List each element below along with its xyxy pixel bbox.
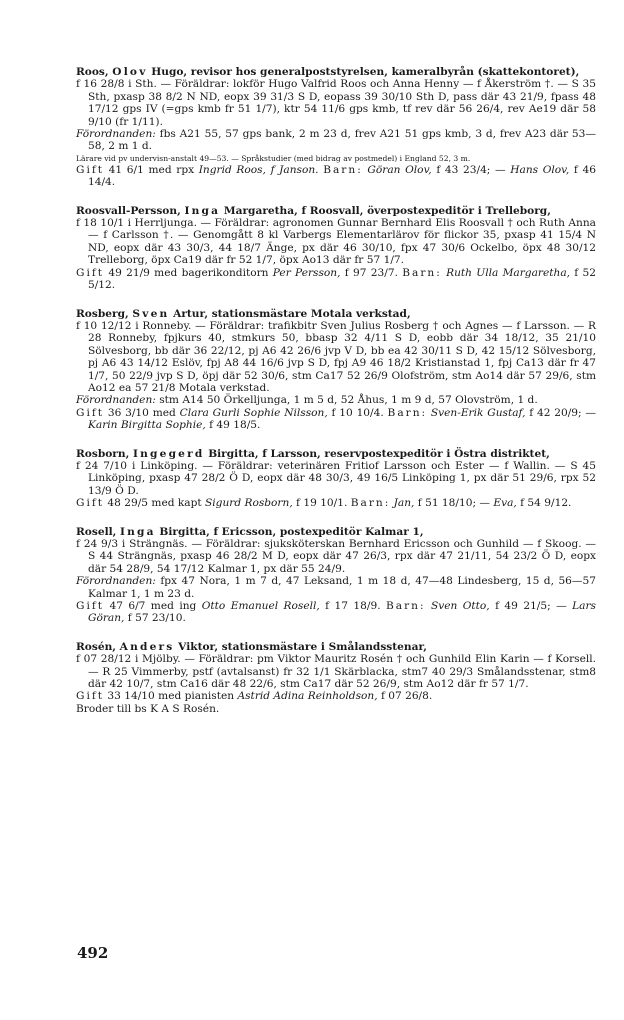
entry-heading: Rosborn, Ingegerd Birgitta, f Larsson, reservpostexpeditör i Östra distriktet, (76, 447, 550, 460)
entry-family: Gift 41 6/1 med rpx Ingrid Roos, f Janson. Barn: Göran Olov, f 43 23/4; — Hans Olov, f 46 14/4. (76, 163, 596, 189)
entry-note: Lärare vid pv undervisn-anstalt 49—53. — Språkstudier (med bidrag av postmedel) i England 52, 3 m. (76, 153, 471, 163)
entry-family: Gift 36 3/10 med Clara Gurli Sophie Nilsson, f 10 10/4. Barn: Sven-Erik Gustaf, f 42 20/9; — Karin Birgitta Sophie, f 49 18/5. (76, 406, 597, 432)
entry-relation-note: Broder till bs K A S Rosén. (76, 702, 220, 715)
entry-assignments: Förordnanden: stm A14 50 Örkelljunga, 1 m 5 d, 52 Åhus, 1 m 9 d, 57 Olovström, 1 d. (76, 394, 538, 407)
entry-biography: f 24 9/3 i Strängnäs. — Föräldrar: sjuksköterskan Bernhard Ericsson och Gunhild — f Skoog. — S 44 Strängnäs, pxasp 46 28/2 M D, eopx där 47 26/3, rpx där 47 21/11, 54 23/2 Ö D, eopx där 54 28/9, 54 17/12 Kalmar 1, px där 55 24/9. (76, 538, 596, 575)
entry-biography: f 16 28/8 i Sth. — Föräldrar: lokför Hugo Valfrid Roos och Anna Henny — f Åkerström †. — S 35 Sth, pxasp 38 8/2 N ND, eopx 39 31/3 S D, eopass 39 30/10 Sth D, pass där 43 21/9, fpass 48 17/12 gps IV (=gps kmb fr 51 1/7), ktr 54 11/6 gps kmb, tf rev där 56 26/4, rev Ae19 där 58 9/10 (fr 1/11). (76, 78, 596, 128)
entry-roos (76, 66, 596, 189)
entry-heading: Rosell, Inga Birgitta, f Ericsson, postexpeditör Kalmar 1, (76, 525, 424, 538)
entry-rosell (76, 526, 596, 625)
entry-family: Gift 49 21/9 med bagerikonditorn Per Persson, f 97 23/7. Barn: Ruth Ulla Margaretha, f 52 5/12. (76, 266, 597, 292)
entry-assignments: Förordnanden: fpx 47 Nora, 1 m 7 d, 47 Leksand, 1 m 18 d, 47—48 Lindesberg, 15 d, 56—57 Kalmar 1, 1 m 23 d. (76, 575, 596, 600)
entry-heading: Rosberg, Sven Artur, stationsmästare Motala verkstad, (76, 307, 411, 320)
entry-heading: Roosvall-Persson, Inga Margaretha, f Roosvall, överpostexpeditör i Trelleborg, (76, 204, 551, 217)
entry-biography: f 10 12/12 i Ronneby. — Föräldrar: trafikbitr Sven Julius Rosberg † och Agnes — f Larsson. — R 28 Ronneby, fpjkurs 40, stmkurs 50, bbasp 32 4/11 S D, eobb där 34 18/12, 35 21/10 Sölvesborg, bb där 36 22/12, pj A6 42 26/6 jvp V D, bb ea 42 30/11 S D, 42 15/12 Sölvesborg, pj A6 43 14/12 Eslöv, fpj A8 44 16/6 jvp S D, fpj A9 46 18/2 Kristianstad 1, fpj Ca13 där fr 47 1/7, 50 22/9 jvp S D, öpj där 52 30/6, stm Ca17 52 26/9 Olofström, stm Ao14 där 57 29/6, stm Ao12 ea 57 21/8 Motala verkstad. (76, 319, 596, 394)
document-page (76, 66, 596, 731)
entry-biography: f 07 28/12 i Mjölby. — Föräldrar: pm Viktor Mauritz Rosén † och Gunhild Elin Karin — f Korsell. — R 25 Vimmerby, pstf (avtalsanst) fr 32 1/1 Skärblacka, stm7 40 29/3 Smålandsstenar, stm8 där 42 10/7, stm Ca16 där 48 22/6, stm Ca17 där 52 26/9, stm Ao12 där fr 57 1/7. (76, 653, 596, 691)
entry-family: Gift 33 14/10 med pianisten Astrid Adina Reinholdson, f 07 26/8. (76, 690, 433, 703)
entry-heading: Rosén, Anders Viktor, stationsmästare i Smålandsstenar, (76, 640, 427, 653)
entry-rosberg (76, 308, 596, 432)
entry-rosen (76, 641, 596, 715)
entry-family: Gift 47 6/7 med ing Otto Emanuel Rosell, f 17 18/9. Barn: Sven Otto, f 49 21/5; — Lars Göran, f 57 23/10. (76, 600, 596, 625)
entry-assignments: Förordnanden: fbs A21 55, 57 gps bank, 2 m 23 d, frev A21 51 gps kmb, 3 d, frev A23 där 53—58, 2 m 1 d. (76, 128, 596, 153)
entry-biography: f 24 7/10 i Linköping. — Föräldrar: veterinären Fritiof Larsson och Ester — f Wallin. — S 45 Linköping, pxasp 47 28/2 Ö D, eopx där 48 30/3, 49 16/5 Linköping 1, px där 51 29/6, rpx 52 13/9 Ö D. (76, 459, 596, 497)
entry-family: Gift 48 29/5 med kapt Sigurd Rosborn, f 19 10/1. Barn: Jan, f 51 18/10; — Eva, f 54 9/12. (76, 497, 572, 510)
entry-heading: Roos, Olov Hugo, revisor hos generalpoststyrelsen, kameralbyrån (skattekontoret), (76, 66, 580, 78)
entry-rosborn (76, 448, 596, 510)
entry-roosvall-persson (76, 205, 596, 292)
entry-biography: f 18 10/1 i Herrljunga. — Föräldrar: agronomen Gunnar Bernhard Elis Roosvall † och Ruth Anna — f Carlsson †. — Genomgått 8 kl Varbergs Elementarlärov för flickor 35, pxasp 41 15/4 N ND, eopx där 43 30/3, 44 18/7 Änge, px där 46 30/10, fpx 47 30/6 Ockelbo, öpx 48 30/12 Trelleborg, öpx Ca19 där fr 52 1/7, öpx Ao13 där fr 57 1/7. (76, 217, 596, 267)
page-number: 492 (77, 944, 109, 962)
